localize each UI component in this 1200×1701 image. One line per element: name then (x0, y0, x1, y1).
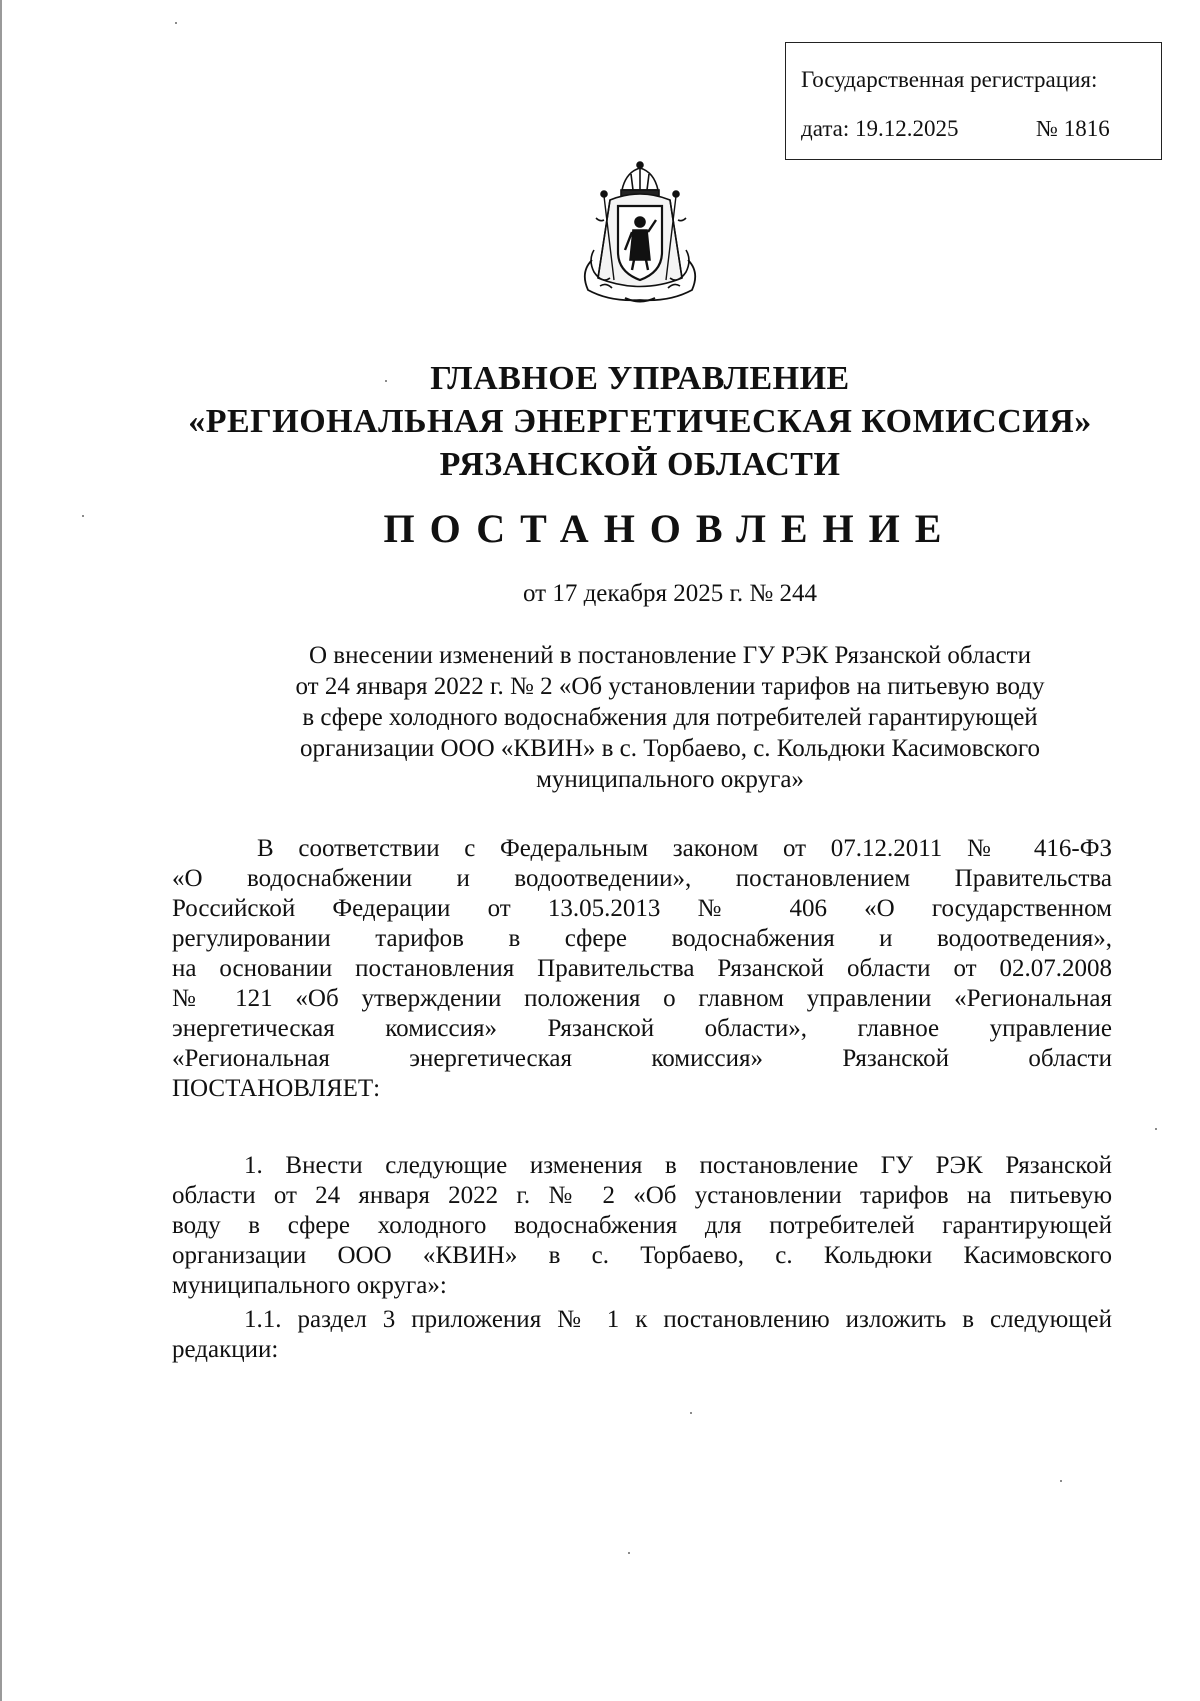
paragraph-line: на основании постановления Правительства Рязанской области от 02.07.2008 (172, 955, 1112, 982)
subject-line: в сфере холодного водоснабжения для потребителей гарантирующей (302, 704, 1038, 731)
basis-paragraph (172, 834, 1112, 1104)
scan-edge (0, 0, 2, 1701)
subject-line: организации ООО «КВИН» в с. Торбаево, с. Кольдюки Касимовского (300, 735, 1040, 762)
paragraph-line: 1. Внести следующие изменения в постановление ГУ РЭК Рязанской (244, 1152, 1112, 1179)
subject-line: от 24 января 2022 г. № 2 «Об установлении тарифов на питьевую воду (295, 673, 1045, 700)
document-subject (170, 640, 1170, 795)
paragraph-line: воду в сфере холодного водоснабжения для потребителей гарантирующей (172, 1212, 1112, 1239)
scan-speck (1155, 1128, 1157, 1130)
scan-speck (82, 515, 84, 517)
scan-speck (628, 1552, 630, 1554)
ryazan-coat-of-arms-icon (570, 160, 710, 310)
header-line-3: РЯЗАНСКОЙ ОБЛАСТИ (439, 446, 841, 483)
item-1-paragraph (172, 1151, 1112, 1301)
document-date: от 17 декабря 2025 г. № 244 (522, 580, 818, 607)
registration-date: дата: 19.12.2025 (801, 116, 959, 141)
paragraph-line: 1.1. раздел 3 приложения № 1 к постановлению изложить в следующей (244, 1306, 1112, 1333)
paragraph-line: Российской Федерации от 13.05.2013 № 406 «О государственном (172, 895, 1112, 922)
document-type: ПОСТАНОВЛЕНИЕ (383, 506, 957, 551)
paragraph-line: редакции: (172, 1336, 279, 1363)
scan-speck (1060, 1480, 1062, 1482)
scan-speck (385, 380, 387, 382)
paragraph-line: «О водоснабжении и водоотведении», постановлением Правительства (172, 865, 1112, 892)
paragraph-line: № 121 «Об утверждении положения о главном управлении «Региональная (172, 985, 1112, 1012)
registration-number: № 1816 (1036, 116, 1110, 141)
paragraph-line: регулировании тарифов в сфере водоснабжения и водоотведения», (172, 925, 1112, 952)
paragraph-line: энергетическая комиссия» Рязанской области», главное управление (172, 1015, 1112, 1042)
subject-line: О внесении изменений в постановление ГУ РЭК Рязанской области (309, 642, 1031, 669)
scan-speck (175, 22, 177, 24)
header-line-1: ГЛАВНОЕ УПРАВЛЕНИЕ (430, 360, 850, 397)
registration-title: Государственная регистрация: (801, 67, 1098, 92)
paragraph-line: В соответствии с Федеральным законом от 07.12.2011 № 416-ФЗ (257, 835, 1112, 862)
paragraph-line: области от 24 января 2022 г. № 2 «Об установлении тарифов на питьевую (172, 1182, 1112, 1209)
paragraph-line: ПОСТАНОВЛЯЕТ: (172, 1075, 381, 1102)
item-1-1-paragraph (172, 1305, 1112, 1365)
subject-line: муниципального округа» (536, 766, 804, 793)
header-line-2: «РЕГИОНАЛЬНАЯ ЭНЕРГЕТИЧЕСКАЯ КОМИССИЯ» (188, 403, 1092, 440)
paragraph-line: организации ООО «КВИН» в с. Торбаево, с. Кольдюки Касимовского (172, 1242, 1112, 1269)
registration-stamp (785, 42, 1162, 160)
paragraph-line: муниципального округа»: (172, 1272, 447, 1299)
scan-speck (690, 1412, 692, 1414)
paragraph-line: «Региональная энергетическая комиссия» Рязанской области (172, 1045, 1112, 1072)
